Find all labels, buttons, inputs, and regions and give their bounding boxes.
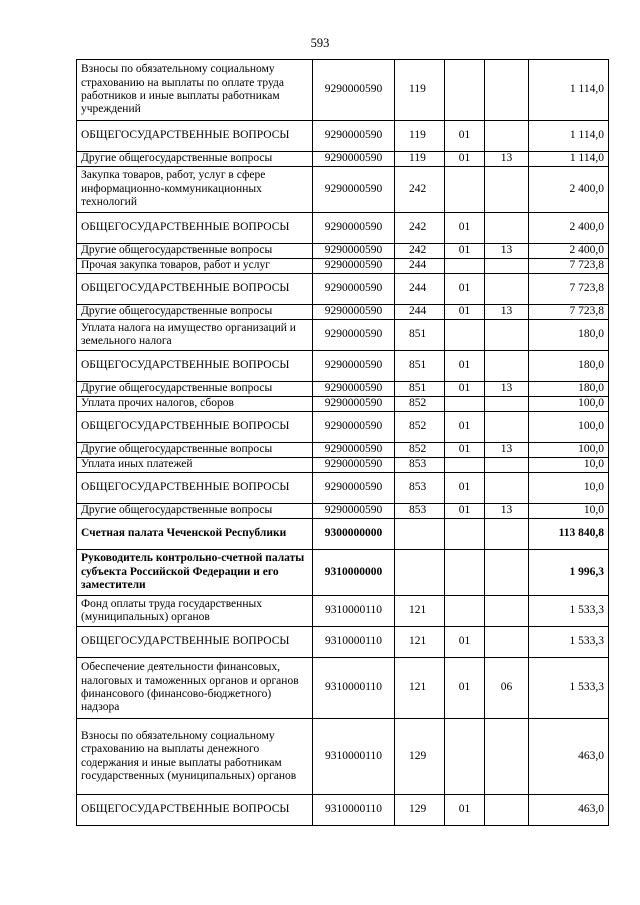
table-row: [77, 397, 609, 412]
row-expense-type: 119: [395, 121, 445, 152]
row-expense-type: [395, 550, 445, 596]
row-amount: 2 400,0: [529, 213, 609, 244]
table-row: [77, 658, 609, 719]
row-name: Фонд оплаты труда государственных (муниципальных) органов: [77, 596, 313, 627]
row-expense-type: 851: [395, 351, 445, 382]
row-expense-type: 853: [395, 504, 445, 519]
row-subsection: [485, 519, 529, 550]
row-amount: 180,0: [529, 382, 609, 397]
row-name: ОБЩЕГОСУДАРСТВЕННЫЕ ВОПРОСЫ: [77, 121, 313, 152]
row-amount: 180,0: [529, 320, 609, 351]
row-name: Взносы по обязательному социальному страхованию на выплаты денежного содержания и иные выплаты работникам государственных (муниципальных) органов: [77, 719, 313, 795]
row-subsection: [485, 320, 529, 351]
row-expense-type: 852: [395, 412, 445, 443]
table-row: [77, 167, 609, 213]
row-section: [445, 519, 485, 550]
row-amount: 2 400,0: [529, 167, 609, 213]
row-name: ОБЩЕГОСУДАРСТВЕННЫЕ ВОПРОСЫ: [77, 274, 313, 305]
row-section: [445, 550, 485, 596]
row-name: Уплата иных платежей: [77, 458, 313, 473]
row-name: Обеспечение деятельности финансовых, налоговых и таможенных органов и органов финансового (финансово-бюджетного) надзора: [77, 658, 313, 719]
row-name: Закупка товаров, работ, услуг в сфере информационно-коммуникационных технологий: [77, 167, 313, 213]
row-code: 9310000110: [313, 719, 395, 795]
page-number: 593: [310, 36, 330, 50]
table-row: [77, 152, 609, 167]
row-subsection: 13: [485, 504, 529, 519]
row-amount: 1 533,3: [529, 658, 609, 719]
row-expense-type: 129: [395, 795, 445, 826]
row-section: [445, 397, 485, 412]
row-name: Уплата налога на имущество организаций и земельного налога: [77, 320, 313, 351]
table-row: [77, 473, 609, 504]
table-row: [77, 443, 609, 458]
row-expense-type: 851: [395, 320, 445, 351]
row-amount: 10,0: [529, 504, 609, 519]
row-subsection: 13: [485, 244, 529, 259]
table-row: [77, 60, 609, 121]
row-section: 01: [445, 382, 485, 397]
table-row: [77, 320, 609, 351]
row-amount: 7 723,8: [529, 305, 609, 320]
table-row: [77, 382, 609, 397]
row-name: Другие общегосударственные вопросы: [77, 443, 313, 458]
row-amount: 10,0: [529, 458, 609, 473]
table-row: [77, 244, 609, 259]
row-name: ОБЩЕГОСУДАРСТВЕННЫЕ ВОПРОСЫ: [77, 213, 313, 244]
row-section: [445, 596, 485, 627]
row-name: Счетная палата Чеченской Республики: [77, 519, 313, 550]
row-code: 9290000590: [313, 412, 395, 443]
row-code: 9310000110: [313, 795, 395, 826]
row-expense-type: 242: [395, 167, 445, 213]
row-section: 01: [445, 795, 485, 826]
row-section: 01: [445, 305, 485, 320]
row-section: 01: [445, 627, 485, 658]
row-name: Другие общегосударственные вопросы: [77, 504, 313, 519]
row-section: 01: [445, 473, 485, 504]
row-subsection: [485, 60, 529, 121]
row-section: 01: [445, 412, 485, 443]
row-subsection: [485, 351, 529, 382]
table-row: [77, 259, 609, 274]
row-expense-type: 129: [395, 719, 445, 795]
row-subsection: [485, 795, 529, 826]
row-subsection: [485, 550, 529, 596]
row-amount: 180,0: [529, 351, 609, 382]
table-row: [77, 519, 609, 550]
row-code: 9290000590: [313, 259, 395, 274]
row-expense-type: 121: [395, 596, 445, 627]
row-amount: 100,0: [529, 443, 609, 458]
row-expense-type: 244: [395, 274, 445, 305]
row-section: 01: [445, 152, 485, 167]
budget-table: [76, 59, 609, 826]
table-row: [77, 274, 609, 305]
table-row: [77, 213, 609, 244]
row-code: 9290000590: [313, 152, 395, 167]
row-subsection: [485, 627, 529, 658]
row-expense-type: 853: [395, 473, 445, 504]
row-expense-type: 121: [395, 627, 445, 658]
table-row: [77, 458, 609, 473]
row-expense-type: 244: [395, 259, 445, 274]
table-row: [77, 596, 609, 627]
row-expense-type: 242: [395, 213, 445, 244]
row-code: 9310000110: [313, 658, 395, 719]
table-row: [77, 504, 609, 519]
row-code: 9290000590: [313, 397, 395, 412]
row-expense-type: 851: [395, 382, 445, 397]
row-subsection: [485, 596, 529, 627]
row-subsection: [485, 121, 529, 152]
row-subsection: 06: [485, 658, 529, 719]
row-section: 01: [445, 351, 485, 382]
row-name: ОБЩЕГОСУДАРСТВЕННЫЕ ВОПРОСЫ: [77, 412, 313, 443]
row-code: 9290000590: [313, 504, 395, 519]
row-subsection: [485, 412, 529, 443]
row-section: 01: [445, 213, 485, 244]
row-amount: 100,0: [529, 412, 609, 443]
row-subsection: 13: [485, 382, 529, 397]
row-expense-type: 119: [395, 152, 445, 167]
row-amount: 7 723,8: [529, 274, 609, 305]
row-subsection: [485, 274, 529, 305]
row-name: ОБЩЕГОСУДАРСТВЕННЫЕ ВОПРОСЫ: [77, 351, 313, 382]
row-code: 9290000590: [313, 305, 395, 320]
table-row: [77, 550, 609, 596]
row-amount: 463,0: [529, 795, 609, 826]
row-expense-type: 852: [395, 443, 445, 458]
row-code: 9290000590: [313, 213, 395, 244]
row-code: 9310000110: [313, 627, 395, 658]
row-subsection: [485, 473, 529, 504]
row-section: [445, 458, 485, 473]
row-section: [445, 259, 485, 274]
row-amount: 1 533,3: [529, 627, 609, 658]
table-row: [77, 719, 609, 795]
row-code: 9290000590: [313, 473, 395, 504]
row-code: 9290000590: [313, 60, 395, 121]
row-amount: 7 723,8: [529, 259, 609, 274]
row-name: ОБЩЕГОСУДАРСТВЕННЫЕ ВОПРОСЫ: [77, 627, 313, 658]
row-code: 9290000590: [313, 443, 395, 458]
row-name: Другие общегосударственные вопросы: [77, 382, 313, 397]
row-name: Прочая закупка товаров, работ и услуг: [77, 259, 313, 274]
row-section: 01: [445, 443, 485, 458]
row-section: 01: [445, 121, 485, 152]
row-name: ОБЩЕГОСУДАРСТВЕННЫЕ ВОПРОСЫ: [77, 795, 313, 826]
row-amount: 113 840,8: [529, 519, 609, 550]
row-name: ОБЩЕГОСУДАРСТВЕННЫЕ ВОПРОСЫ: [77, 473, 313, 504]
row-expense-type: 121: [395, 658, 445, 719]
row-amount: 1 114,0: [529, 121, 609, 152]
row-subsection: [485, 167, 529, 213]
row-section: [445, 167, 485, 213]
row-name: Другие общегосударственные вопросы: [77, 305, 313, 320]
row-expense-type: 119: [395, 60, 445, 121]
table-body: [77, 60, 609, 826]
table-row: [77, 627, 609, 658]
row-section: [445, 320, 485, 351]
row-subsection: [485, 259, 529, 274]
row-subsection: [485, 719, 529, 795]
table-row: [77, 121, 609, 152]
row-code: 9310000000: [313, 550, 395, 596]
row-code: 9290000590: [313, 121, 395, 152]
row-expense-type: 853: [395, 458, 445, 473]
row-section: 01: [445, 658, 485, 719]
row-code: 9310000110: [313, 596, 395, 627]
row-expense-type: 852: [395, 397, 445, 412]
table-row: [77, 351, 609, 382]
row-subsection: 13: [485, 305, 529, 320]
row-expense-type: 242: [395, 244, 445, 259]
row-code: 9290000590: [313, 458, 395, 473]
table-row: [77, 795, 609, 826]
row-code: 9290000590: [313, 382, 395, 397]
row-amount: 100,0: [529, 397, 609, 412]
row-name: Руководитель контрольно-счетной палаты субъекта Российской Федерации и его заместители: [77, 550, 313, 596]
table-row: [77, 412, 609, 443]
row-amount: 1 533,3: [529, 596, 609, 627]
row-code: 9300000000: [313, 519, 395, 550]
row-section: 01: [445, 504, 485, 519]
row-section: 01: [445, 274, 485, 305]
row-name: Другие общегосударственные вопросы: [77, 244, 313, 259]
row-amount: 1 996,3: [529, 550, 609, 596]
row-code: 9290000590: [313, 244, 395, 259]
row-code: 9290000590: [313, 320, 395, 351]
row-section: [445, 60, 485, 121]
row-amount: 1 114,0: [529, 152, 609, 167]
row-section: [445, 719, 485, 795]
row-name: Взносы по обязательному социальному страхованию на выплаты по оплате труда работников и иные выплаты работникам учреждений: [77, 60, 313, 121]
row-amount: 10,0: [529, 473, 609, 504]
row-subsection: [485, 397, 529, 412]
row-code: 9290000590: [313, 351, 395, 382]
row-amount: 463,0: [529, 719, 609, 795]
row-expense-type: [395, 519, 445, 550]
row-amount: 2 400,0: [529, 244, 609, 259]
row-subsection: [485, 458, 529, 473]
row-subsection: 13: [485, 152, 529, 167]
row-expense-type: 244: [395, 305, 445, 320]
row-code: 9290000590: [313, 167, 395, 213]
row-name: Уплата прочих налогов, сборов: [77, 397, 313, 412]
row-subsection: [485, 213, 529, 244]
row-code: 9290000590: [313, 274, 395, 305]
row-amount: 1 114,0: [529, 60, 609, 121]
row-subsection: 13: [485, 443, 529, 458]
table-row: [77, 305, 609, 320]
row-name: Другие общегосударственные вопросы: [77, 152, 313, 167]
row-section: 01: [445, 244, 485, 259]
